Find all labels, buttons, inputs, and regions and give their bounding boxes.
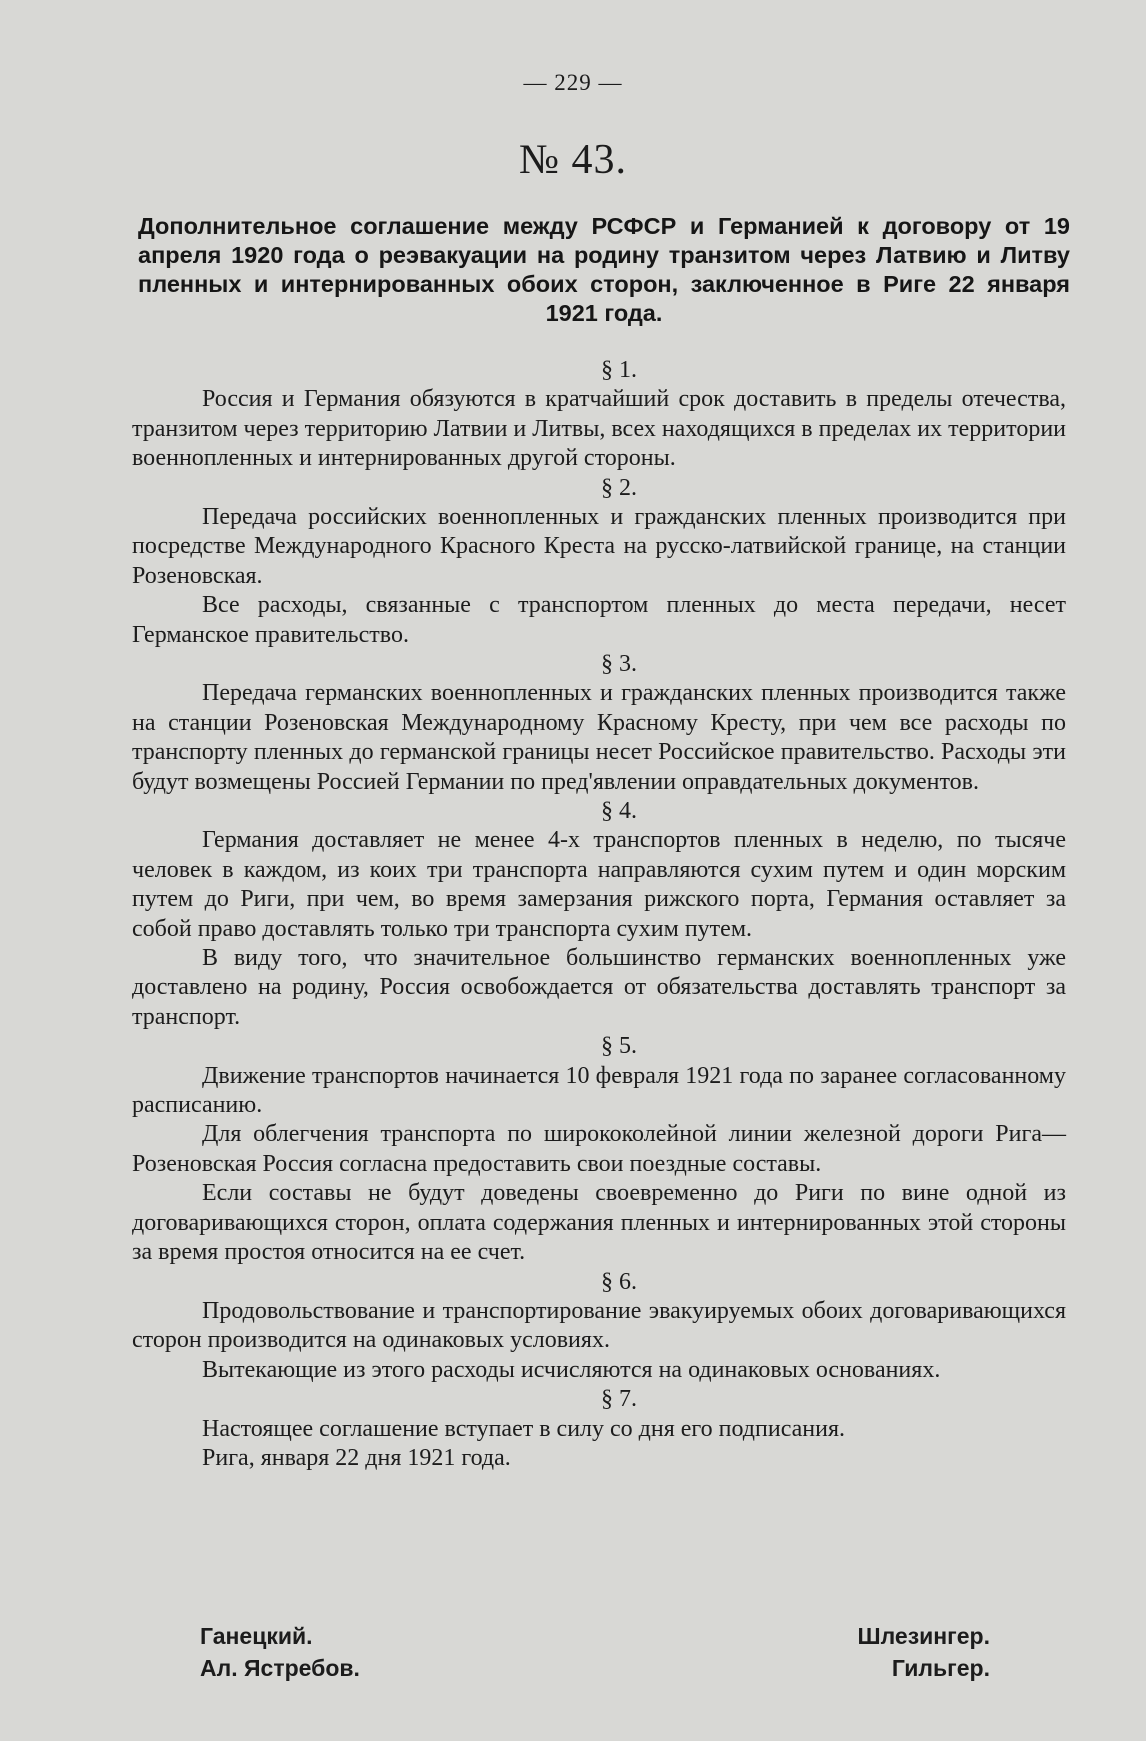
paragraph: Передача германских военнопленных и гражданских пленных производится также на станции Розеновская Международному Красному Кресту, при чем все расходы по транспорту пленных до германской границы несет Российское правительство. Расходы эти будут возмещены Россией Германии по пред'явлении оправдательных документов. [132,680,1066,795]
signatures-left [200,1620,360,1684]
paragraph: Для облегчения транспорта по ширококолейной линии железной дороги Рига—Розеновская Россия согласна предоставить свои поездные составы. [132,1121,1066,1177]
document-number: № 43. [518,137,628,183]
section-mark: § 4. [601,798,637,825]
paragraph: Продовольствование и транспортирование эвакуируемых обоих договаривающихся сторон производится на одинаковых условиях. [132,1297,1066,1354]
section-5 [132,1032,1066,1267]
paragraph: Движение транспортов начинается 10 февраля 1921 года по заранее согласованному расписанию. [132,1062,1066,1119]
section-7 [132,1385,1066,1473]
signatures-right [858,1620,991,1684]
paragraph: Передача российских военнопленных и гражданских пленных производится при посредстве Международного Красного Креста на русско-латвийской границе, на станции Розеновская. [132,504,1066,589]
signature-name: Ал. Ястребов. [200,1655,360,1681]
document-body [132,356,1066,1473]
section-mark: § 3. [601,651,637,678]
paragraph: В виду того, что значительное большинство германских военнопленных уже доставлено на родину, Россия освобождается от обязательства доставлять транспорт за транспорт. [132,945,1066,1030]
section-4 [132,797,1066,1032]
signature-name: Гильгер. [891,1655,990,1681]
section-mark: § 6. [601,1268,637,1295]
document-title: Дополнительное соглашение между РСФСР и Германией к договору от 19 апреля 1920 года о реэвакуации на родину транзитом через Латвию и Литву пленных и интернированных обоих сторон, заключенное в Риге 22 января 1921 года. [138,213,1070,326]
paragraph: Все расходы, связанные с транспортом пленных до места передачи, несет Германское правительство. [132,592,1066,648]
section-1 [132,356,1066,474]
section-6 [132,1268,1066,1386]
paragraph: Если составы не будут доведены своевременно до Риги по вине одной из договаривающихся сторон, оплата содержания пленных и интернированных этой стороны за время простоя относится на ее счет. [132,1180,1066,1266]
section-mark: § 7. [601,1386,637,1413]
signature-name: Ганецкий. [200,1623,313,1649]
section-3 [132,650,1066,797]
paragraph: Германия доставляет не менее 4-х транспортов пленных в неделю, по тысяче человек в каждом, из коих три транспорта направляются сухим путем и один морским путем до Риги, при чем, во время замерзания рижского порта, Германия оставляет за собой право доставлять только три транспорта сухим путем. [132,827,1066,942]
paragraph: Рига, января 22 дня 1921 года. [202,1444,511,1471]
section-mark: § 1. [601,357,637,383]
section-2 [132,474,1066,650]
section-mark: § 5. [601,1033,637,1060]
paragraph: Вытекающие из этого расходы исчисляются на одинаковых основаниях. [202,1356,941,1383]
section-mark: § 2. [601,474,637,501]
paragraph: Настоящее соглашение вступает в силу со дня его подписания. [202,1415,846,1442]
signature-name: Шлезингер. [857,1623,990,1649]
page-number: — 229 — [523,70,623,95]
paragraph: Россия и Германия обязуются в кратчайший срок доставить в пределы отечества, транзитом через территорию Латвии и Литвы, всех находящихся в пределах их территории военнопленных и интернированных другой стороны. [132,386,1066,472]
